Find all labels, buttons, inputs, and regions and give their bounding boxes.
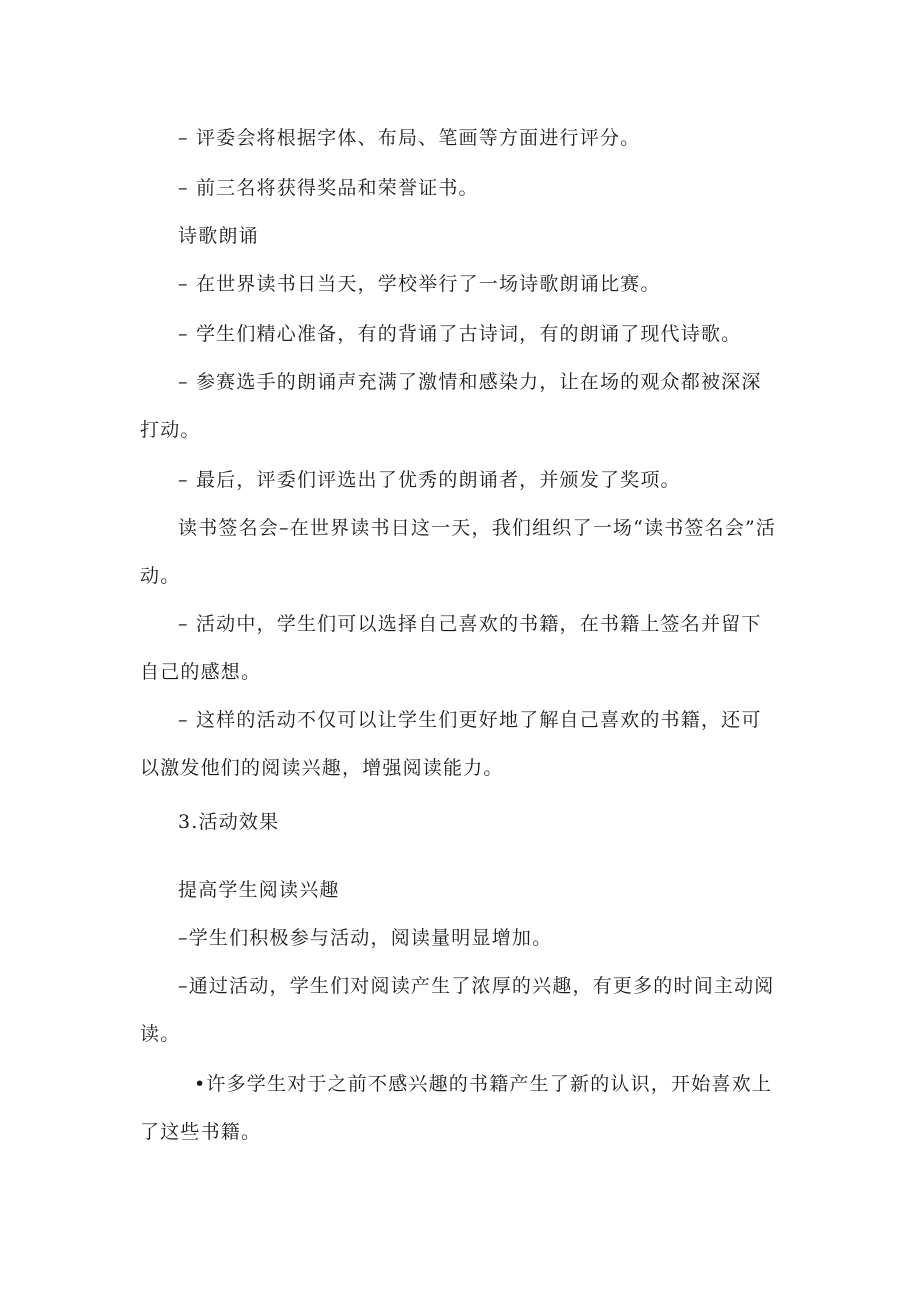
interest-new-books-item: •许多学生对于之前不感兴趣的书籍产生了新的认识，开始喜欢上了这些书籍。 (140, 1073, 773, 1143)
interest-participation-item: –学生们积极参与活动，阅读量明显增加。 (178, 927, 553, 949)
poetry-section-heading: 诗歌朗诵 (178, 225, 259, 247)
interest-subheading: 提高学生阅读兴趣 (178, 879, 340, 901)
interest-time-item: –通过活动，学生们对阅读产生了浓厚的兴趣，有更多的时间主动阅读。 (140, 975, 775, 1045)
poetry-awards-item: – 最后，评委们评选出了优秀的朗诵者，并颁发了奖项。 (178, 469, 681, 491)
poetry-prep-item: – 学生们精心准备，有的背诵了古诗词，有的朗诵了现代诗歌。 (178, 323, 742, 345)
judging-criteria-item: – 评委会将根据字体、布局、笔画等方面进行评分。 (178, 127, 641, 149)
signing-event-paragraph: 读书签名会–在世界读书日这一天，我们组织了一场“读书签名会”活动。 (140, 517, 777, 587)
signing-benefit-item: – 这样的活动不仅可以让学生们更好地了解自己喜欢的书籍，还可以激发他们的阅读兴趣，增强阅读能力。 (140, 709, 762, 779)
poetry-passion-item: – 参赛选手的朗诵声充满了激情和感染力，让在场的观众都被深深打动。 (140, 371, 762, 441)
signing-activity-item: – 活动中，学生们可以选择自己喜欢的书籍，在书籍上签名并留下自己的感想。 (140, 613, 762, 683)
poetry-contest-item: – 在世界读书日当天，学校举行了一场诗歌朗诵比赛。 (178, 273, 661, 295)
effects-section-heading: 3.活动效果 (178, 811, 280, 833)
top-three-prizes-item: – 前三名将获得奖品和荣誉证书。 (178, 177, 479, 199)
